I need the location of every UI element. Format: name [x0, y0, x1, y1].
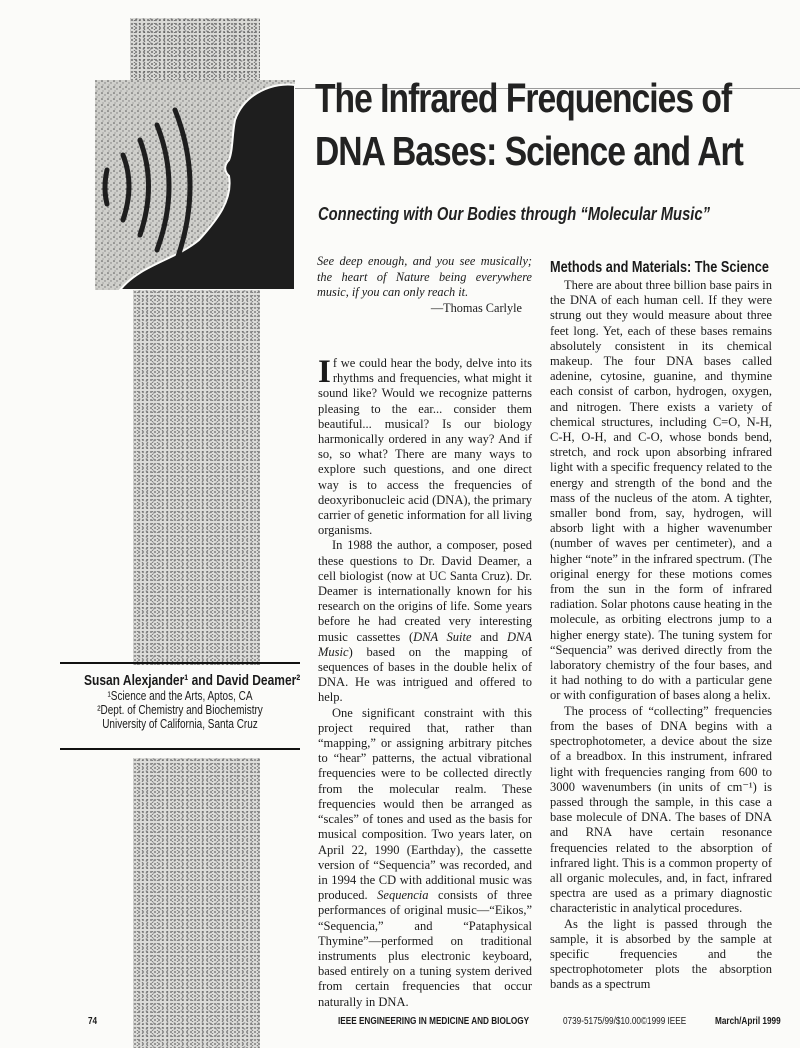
page-number: 74 [88, 1016, 98, 1027]
affiliation-2: ²Dept. of Chemistry and Biochemistry [97, 703, 263, 717]
paragraph: If we could hear the body, delve into its rhythms and frequencies, what might it sound like? Would we recognize patterns pleasing to the ear... consider them beautiful... musical? Is our biology harmonically ordered in any way? And if so, so what? There are many ways to explore such questions, and one direct way is to access the frequencies of deoxyribonucleic acid (DNA), the primary carrier of genetic information for all living organisms. [318, 354, 532, 538]
epigraph [317, 254, 532, 316]
section-heading: Methods and Materials: The Science [550, 259, 769, 276]
author-rule-bottom [60, 748, 300, 750]
paragraph: One significant constraint with this project required that, rather than “mapping,” or assigning arbitrary pitches to “hear” patterns, the actual vibrational frequencies were to be collected directly from the molecular realm. These frequencies would then be arranged as “scales” of tones and used as the basis for musical composition. Two years later, on April 22, 1990 (Earthday), the cassette version of “Sequencia” was recorded, and in 1994 the CD with additional music was produced. Sequencia consists of three performances of original music—“Eikos,” “Sequencia,” and “Pataphysical Thymine”—performed on traditional instruments plus electronic keyboard, based entirely on a tuning system derived from certain frequencies that occur naturally in DNA. [318, 705, 532, 1009]
paragraph: There are about three billion base pairs in the DNA of each human cell. If they were strung out they would measure about three feet long. Yet, each of these bases remains absolutely consistent in its chemical makeup. The four DNA bases called adenine, cytosine, guanine, and thymine each consist of carbon, hydrogen, oxygen, and nitrogen. There exists a variety of chemical structures, including C=O, N-H, C-H, O-H, and C-O, whose bonds bend, stretch, and rock upon absorbing infrared light with a specific frequency related to the energy and strength of the bond and the mass of the nucleus of the atom. A tighter, smaller bond from, say, hydrogen, will absorb light with a higher wavenumber (number of waves per centimeter), and a higher “note” in the infrared spectrum. (The original energy for these motions comes from the sun in the form of infrared radiation. Solar photons cause heating in the molecule, as orbiting electrons jump to a higher energy state). The tuning system for “Sequencia” was derived directly from the laboratory chemistry of the four bases, and it had nothing to do with a particular gene or with configuration of bases along a helix. [550, 278, 772, 703]
affiliation-3: University of California, Santa Cruz [102, 717, 258, 731]
paragraph: As the light is passed through the sample, it is absorbed by the sample at specific frequencies and the spectrophotometer plots the absorption bands as a spectrum [550, 916, 772, 992]
journal-name: IEEE ENGINEERING IN MEDICINE AND BIOLOGY [338, 1016, 530, 1027]
author-names: Susan Alexjander¹ and David Deamer² [84, 672, 301, 689]
issue-date: March/April 1999 [715, 1016, 781, 1027]
author-block [60, 672, 300, 731]
article-subtitle: Connecting with Our Bodies through “Molecular Music” [318, 204, 710, 224]
title-line-1: The Infrared Frequencies of [315, 75, 732, 121]
drop-cap: I [318, 354, 331, 390]
title-line-2: DNA Bases: Science and Art [315, 128, 743, 174]
epigraph-quote: See deep enough, and you see musically; the heart of Nature being everywhere music, if you can only reach it. [317, 254, 532, 299]
copyright: 0739-5175/99/$10.00©1999 IEEE [563, 1016, 687, 1027]
body-column-left [318, 356, 532, 1010]
affiliation-1: ¹Science and the Arts, Aptos, CA [107, 689, 253, 703]
epigraph-attribution: —Thomas Carlyle [430, 300, 522, 315]
paragraph: In 1988 the author, a composer, posed these questions to Dr. David Deamer, a cell biologist (now at UC Santa Cruz). Dr. Deamer is internationally known for his research on the origins of life. Some years before he had created very interesting music cassettes (DNA Suite and DNA Music) based on the mapping of sequences of bases in the double helix of DNA. He was intrigued and offered to help. [318, 538, 532, 705]
texture-strip-bottom [133, 758, 260, 1048]
author-rule-top [60, 662, 300, 664]
paragraph: The process of “collecting” frequencies from the bases of DNA begins with a spectrophotometer, a device about the size of a breadbox. In this instrument, infrared light with frequencies ranging from 600 to 3000 wavenumbers (in units of cm⁻¹) is passed through the sample, in this case a base molecule of DNA. The bases of DNA and RNA have certain resonance frequencies related to the absorption of infrared light. This is a common property of all organic molecules, and, in fact, infrared spectra are used as a primary diagnostic characteristic in analytical procedures. [550, 703, 772, 916]
texture-strip-middle [133, 290, 260, 665]
head-silhouette-with-sound-waves-icon [95, 80, 295, 290]
illustration [95, 80, 295, 290]
article-title [315, 72, 743, 178]
body-column-right [550, 259, 772, 993]
